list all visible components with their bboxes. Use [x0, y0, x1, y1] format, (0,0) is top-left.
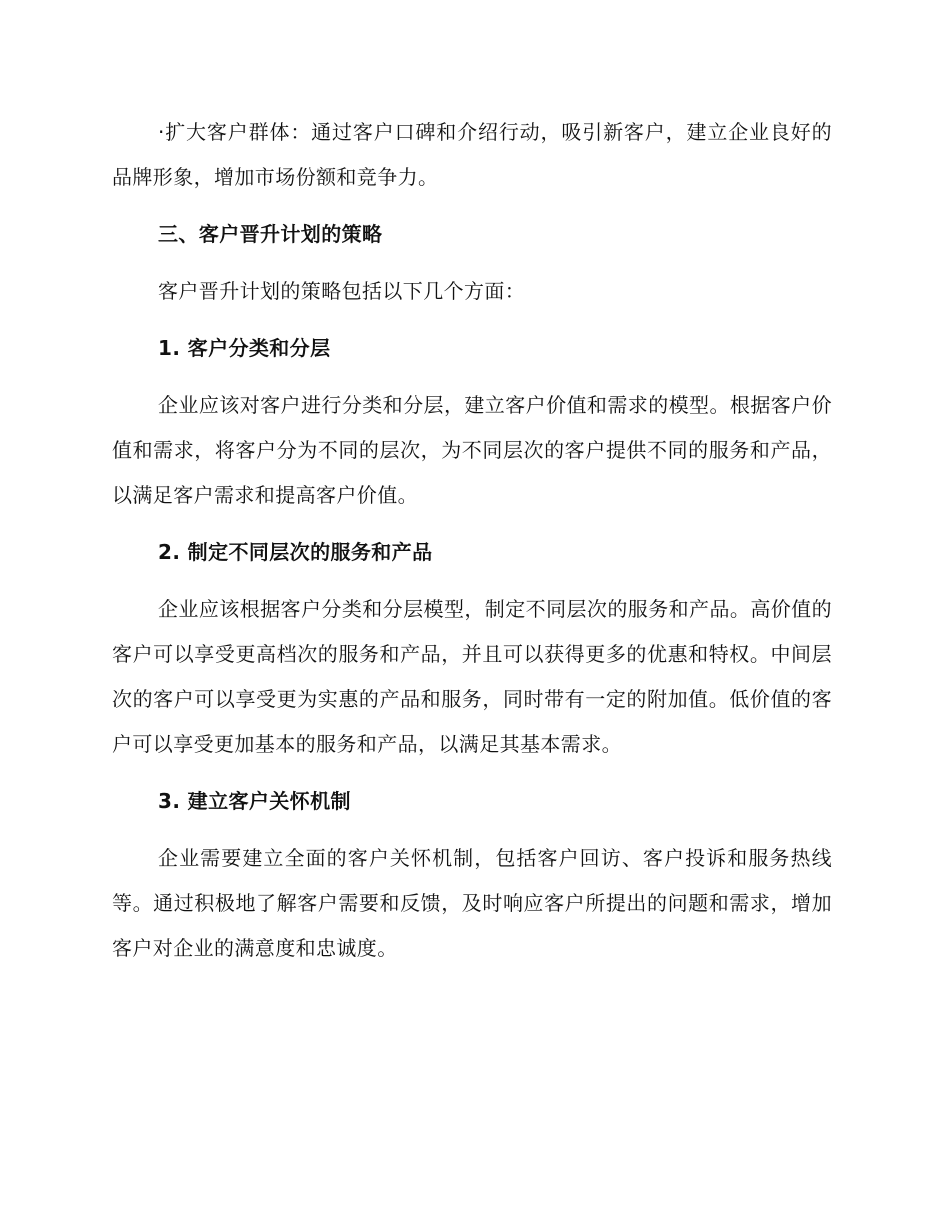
section-intro-paragraph: 客户晋升计划的策略包括以下几个方面：: [158, 279, 526, 303]
item1-heading: 1. 客户分类和分层: [158, 336, 331, 360]
item1-paragraph: 企业应该对客户进行分类和分层，建立客户价值和需求的模型。根据客户价值和需求，将客户分为不同的层次，为不同层次的客户提供不同的服务和产品，以满足客户需求和提高客户价值。: [112, 393, 832, 507]
item3-heading: 3. 建立客户关怀机制: [158, 789, 351, 813]
section-heading: 三、客户晋升计划的策略: [158, 222, 383, 246]
bullet-paragraph: ·扩大客户群体：通过客户口碑和介绍行动，吸引新客户，建立企业良好的品牌形象，增加市场份额和竞争力。: [112, 120, 832, 189]
item2-paragraph: 企业应该根据客户分类和分层模型，制定不同层次的服务和产品。高价值的客户可以享受更高档次的服务和产品，并且可以获得更多的优惠和特权。中间层次的客户可以享受更为实惠的产品和服务，同时带有一定的附加值。低价值的客户可以享受更加基本的服务和产品，以满足其基本需求。: [112, 597, 832, 756]
item2-heading: 2. 制定不同层次的服务和产品: [158, 540, 433, 564]
item3-paragraph: 企业需要建立全面的客户关怀机制，包括客户回访、客户投诉和服务热线等。通过积极地了解客户需要和反馈，及时响应客户所提出的问题和需求，增加客户对企业的满意度和忠诚度。: [112, 846, 832, 960]
document-body: [112, 110, 832, 971]
